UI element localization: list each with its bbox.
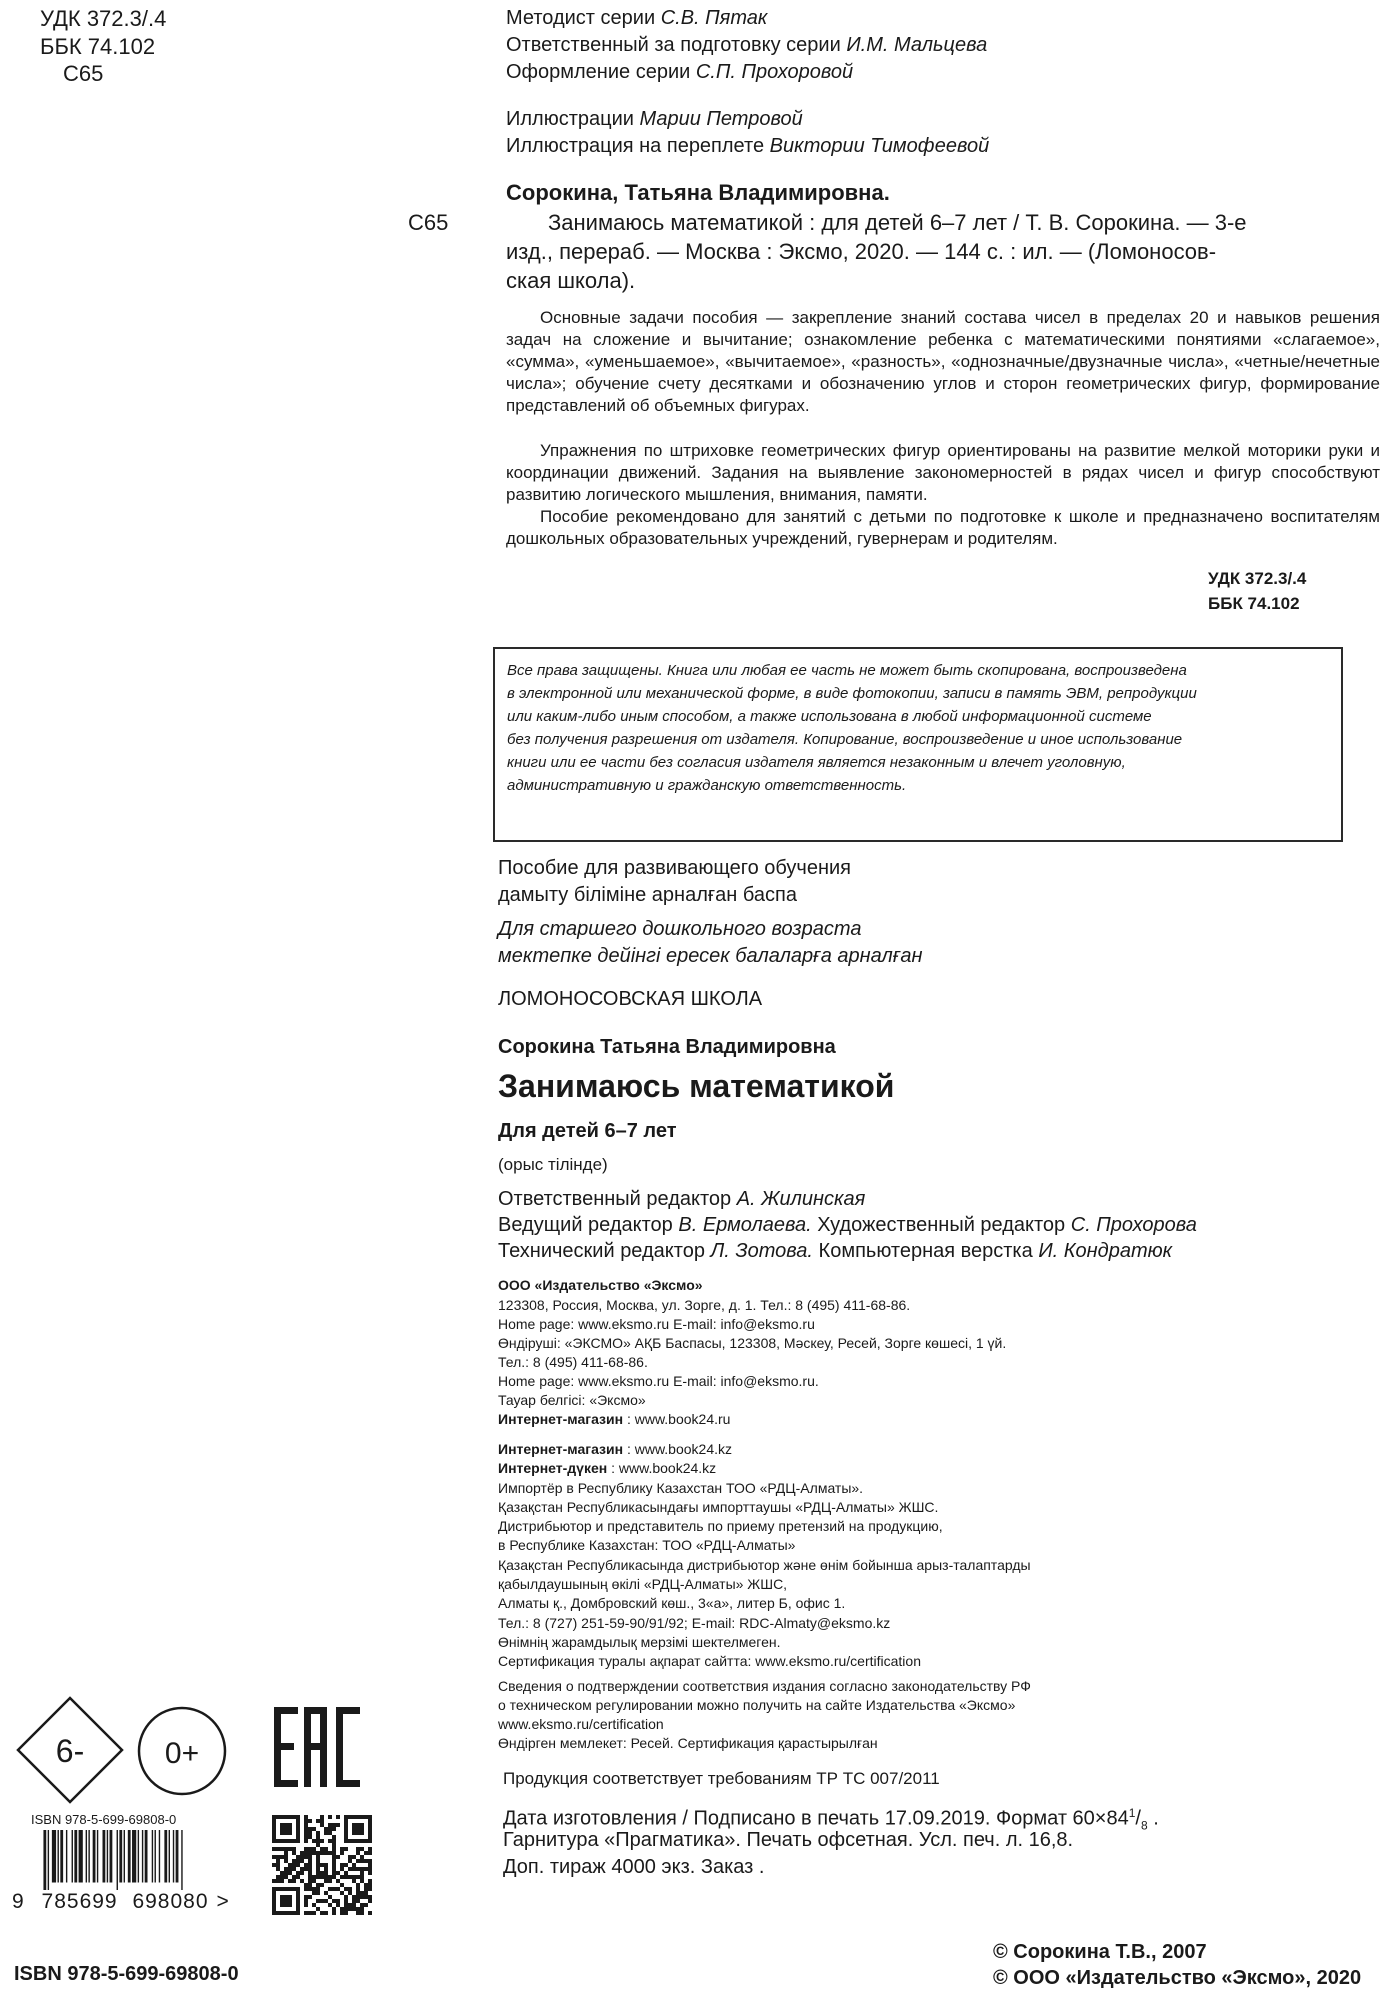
shop-label: Интернет-магазин bbox=[498, 1411, 624, 1427]
editor-art-name: С. Прохорова bbox=[1070, 1214, 1197, 1236]
series-age-ru: Для старшего дошкольного возраста bbox=[498, 918, 862, 940]
credit-methodist-name: С.В. Пятак bbox=[660, 7, 768, 29]
udk-top: УДК 372.3/.4 bbox=[40, 6, 167, 31]
barcode-icon bbox=[35, 1830, 245, 1890]
credit-cover-name: Виктории Тимофеевой bbox=[769, 135, 990, 157]
credit-methodist bbox=[506, 6, 767, 30]
editor-responsible bbox=[498, 1187, 865, 1211]
series-name: ЛОМОНОСОВСКАЯ ШКОЛА bbox=[498, 988, 763, 1010]
credit-cover bbox=[506, 134, 989, 158]
publisher-line: 123308, Россия, Москва, ул. Зорге, д. 1. Тел.: 8 (495) 411-68-86. bbox=[498, 1297, 911, 1313]
print-date-format: Дата изготовления / Подписано в печать 17.09.2019. Формат $60\times 84^1/_8$ . bbox=[503, 1806, 1159, 1833]
book-author: Сорокина Татьяна Владимировна bbox=[498, 1036, 836, 1058]
isbn-top: ISBN 978-5-699-69808-0 bbox=[31, 1812, 177, 1827]
series-type-ru: Пособие для развивающего обучения bbox=[498, 857, 852, 879]
conformity: Продукция соответствует требованиям ТР ТС 007/2011 bbox=[503, 1769, 940, 1788]
rights-line-5: книги или ее части без согласия издателя является незаконным и влечет уголовную, bbox=[507, 754, 1126, 771]
certification-block bbox=[498, 1677, 1031, 1753]
editor-lead-art bbox=[498, 1213, 1197, 1237]
abstract-paragraph-1: Основные задачи пособия — закрепление знаний состава чисел в пределах 20 и навыков решения задач на сложение и вычитание; ознакомление ребенка с математическими понятиями «слагаемое», «сумма», «уменьшаемое», «вычитаемое», «разность», «однозначные/двузначные числа», «четные/нечетные числа»; обучение счету десятками и обозначению углов и сторон геометрических фигур, формирование представлений об объемных фигурах. bbox=[506, 308, 1380, 415]
format-numerator: 1 bbox=[1128, 1806, 1136, 1820]
print-typeface: Гарнитура «Прагматика». Печать офсетная. Усл. печ. л. 16,8. bbox=[503, 1829, 1074, 1851]
certification-line: о техническом регулировании можно получить на сайте Издательства «Эксмо» bbox=[498, 1697, 1016, 1713]
age-circle-text: 0+ bbox=[164, 1737, 200, 1770]
duken-label: Интернет-дүкен bbox=[498, 1460, 608, 1477]
barcode-end-mark: > bbox=[216, 1890, 230, 1913]
editor-lead-label: Ведущий редактор bbox=[498, 1214, 673, 1236]
credit-responsible-label: Ответственный за подготовку серии bbox=[506, 34, 841, 56]
barcode-group-1: 785699 bbox=[41, 1890, 118, 1913]
credit-methodist-label: Методист серии bbox=[506, 7, 656, 29]
credit-cover-label: Иллюстрация на переплете bbox=[506, 135, 765, 157]
credit-illustrations bbox=[506, 107, 803, 131]
isbn-bottom: ISBN 978-5-699-69808-0 bbox=[14, 1963, 239, 1985]
book-title: Занимаюсь математикой bbox=[498, 1068, 895, 1104]
book-language: (орыс тілінде) bbox=[498, 1155, 608, 1174]
credit-design-label: Оформление серии bbox=[506, 61, 691, 83]
editor-layout-name: И. Кондратюк bbox=[1038, 1240, 1173, 1262]
copyright-publisher: © ООО «Издательство «Эксмо», 2020 bbox=[993, 1967, 1362, 1989]
credit-responsible-name: И.М. Мальцева bbox=[846, 34, 988, 56]
publisher-duken-kz bbox=[498, 1459, 1031, 1478]
editor-lead-name: В. Ермолаева. bbox=[678, 1214, 812, 1236]
credit-responsible bbox=[506, 33, 987, 57]
copyright-author: © Сорокина Т.В., 2007 bbox=[993, 1941, 1207, 1963]
bbk-top: ББК 74.102 bbox=[40, 34, 156, 59]
qr-code-icon bbox=[272, 1815, 372, 1915]
rights-line-4: без получения разрешения от издателя. Копирование, воспроизведение и иное использование bbox=[507, 731, 1183, 748]
publisher-name: ООО «Издательство «Эксмо» bbox=[498, 1277, 703, 1293]
duken-value: : www.book24.kz bbox=[607, 1460, 717, 1477]
shop-kz-value: : www.book24.kz bbox=[623, 1441, 732, 1457]
publisher-line: Тел.: 8 (495) 411-68-86. bbox=[498, 1354, 648, 1370]
abstract-bbk: ББК 74.102 bbox=[1208, 594, 1300, 613]
publisher-line: Тел.: 8 (727) 251-59-90/91/92; E-mail: RDC-Almaty@eksmo.kz bbox=[498, 1614, 891, 1631]
rights-line-3: или каким-либо иным способом, а также использована в любой информационной системе bbox=[507, 708, 1152, 725]
editor-responsible-name: А. Жилинская bbox=[736, 1188, 866, 1210]
publisher-line: Дистрибьютор и представитель по приему претензий на продукцию, bbox=[498, 1518, 943, 1535]
publisher-line: Сертификация туралы ақпарат сайтта: www.eksmo.ru/certification bbox=[498, 1653, 921, 1670]
age-circle-badge bbox=[136, 1705, 228, 1797]
catalog-line3: ская школа). bbox=[506, 268, 636, 293]
abstract-paragraph-2: Упражнения по штриховке геометрических фигур ориентированы на развитие мелкой моторики руки и координации движений. Задания на выявление закономерностей в рядах чисел и фигур способствуют развитию логического мышления, внимания, памяти. bbox=[506, 441, 1380, 504]
catalog-code: С65 bbox=[408, 210, 449, 235]
publisher-line: Қазақстан Республикасында дистрибьютор және өнім бойынша арыз-талаптарды bbox=[498, 1556, 1031, 1573]
age-diamond-badge bbox=[15, 1695, 125, 1805]
publisher-block-1 bbox=[498, 1296, 1006, 1429]
editor-art-label: Художественный редактор bbox=[817, 1214, 1066, 1236]
publisher-block-kz bbox=[498, 1440, 1031, 1672]
barcode-digits bbox=[12, 1890, 230, 1914]
publisher-line: Home page: www.eksmo.ru E-mail: info@eksmo.ru bbox=[498, 1316, 815, 1332]
format-denominator: 8 bbox=[1140, 1818, 1148, 1833]
print-line-1-end: . bbox=[1147, 1807, 1159, 1830]
eac-text: EAC bbox=[272, 1705, 275, 1706]
rights-line-2: в электронной или механической форме, в виде фотокопии, записи в память ЭВМ, репродукции bbox=[507, 685, 1197, 702]
certification-line: www.eksmo.ru/certification bbox=[498, 1716, 664, 1732]
credit-design-name: С.П. Прохоровой bbox=[695, 61, 854, 83]
publisher-shop-ru bbox=[498, 1410, 1006, 1429]
editor-layout-label: Компьютерная верстка bbox=[818, 1240, 1033, 1262]
certification-line: Өндірген мемлекет: Ресей. Сертификация қарастырылған bbox=[498, 1735, 878, 1751]
publisher-line: Home page: www.eksmo.ru E-mail: info@eksmo.ru. bbox=[498, 1373, 819, 1389]
credit-illustrations-label: Иллюстрации bbox=[506, 108, 634, 130]
eac-mark-icon bbox=[272, 1705, 362, 1789]
editor-tech-label: Технический редактор bbox=[498, 1240, 705, 1262]
print-run: Доп. тираж 4000 экз. Заказ . bbox=[503, 1856, 765, 1878]
rights-line-6: административную и гражданскую ответственность. bbox=[507, 777, 907, 794]
publisher-line: Өндіруші: «ЭКСМО» АҚБ Баспасы, 123308, Мәскеу, Ресей, Зорге көшесі, 1 үй. bbox=[498, 1335, 1007, 1351]
rights-line-1: Все права защищены. Книга или любая ее часть не может быть скопирована, воспроизведена bbox=[507, 662, 1187, 679]
catalog-author: Сорокина, Татьяна Владимировна. bbox=[506, 180, 890, 205]
print-line-1: Дата изготовления / Подписано в печать 17.09.2019. Формат 60×84 bbox=[503, 1807, 1129, 1830]
series-type-kz: дамыту біліміне арналған баспа bbox=[498, 884, 797, 906]
abstract-udk: УДК 372.3/.4 bbox=[1208, 569, 1307, 588]
publisher-line: Алматы қ., Домбровский көш., 3«а», литер Б, офис 1. bbox=[498, 1595, 846, 1612]
catalog-line1: Занимаюсь математикой : для детей 6–7 лет / Т. В. Сорокина. — 3-е bbox=[548, 210, 1247, 235]
book-subtitle: Для детей 6–7 лет bbox=[498, 1120, 677, 1142]
editor-tech-name: Л. Зотова. bbox=[710, 1240, 813, 1262]
abstract-paragraph-3: Пособие рекомендовано для занятий с детьми по подготовке к школе и предназначено воспитателям дошкольных образовательных учреждений, гувернерам и родителям. bbox=[506, 507, 1380, 548]
publisher-line: Тауар белгісі: «Эксмо» bbox=[498, 1392, 646, 1408]
publisher-line: в Республике Казахстан: ТОО «РДЦ-Алматы» bbox=[498, 1537, 796, 1554]
catalog-line2: изд., перераб. — Москва : Эксмо, 2020. — 144 с. : ил. — (Ломоносов- bbox=[506, 239, 1217, 264]
publisher-line: Импортёр в Республику Казахстан ТОО «РДЦ-Алматы». bbox=[498, 1479, 864, 1496]
shop-kz-label: Интернет-магазин bbox=[498, 1441, 624, 1457]
barcode-digit-first: 9 bbox=[12, 1890, 25, 1913]
editor-tech-layout bbox=[498, 1239, 1172, 1263]
credit-design bbox=[506, 60, 853, 84]
rights-box bbox=[493, 647, 1343, 842]
editor-responsible-label: Ответственный редактор bbox=[498, 1188, 732, 1210]
publisher-line: Өнімнің жарамдылық мерзімі шектелмеген. bbox=[498, 1633, 781, 1650]
barcode-group-2: 698080 bbox=[132, 1890, 209, 1913]
publisher-line: Қазақстан Республикасындағы импорттаушы «РДЦ-Алматы» ЖШС. bbox=[498, 1498, 939, 1515]
age-diamond-text: 6- bbox=[55, 1733, 85, 1769]
publisher-line: қабылдаушының өкілі «РДЦ-Алматы» ЖШС, bbox=[498, 1576, 788, 1593]
publisher-shop-kz bbox=[498, 1440, 1031, 1459]
series-age-kz: мектепке дейінгі ересек балаларға арналған bbox=[498, 945, 923, 967]
shop-value: : www.book24.ru bbox=[623, 1411, 731, 1427]
author-code-top: С65 bbox=[63, 61, 104, 86]
credit-illustrations-name: Марии Петровой bbox=[639, 108, 803, 130]
certification-line: Сведения о подтверждении соответствия издания согласно законодательству РФ bbox=[498, 1678, 1031, 1694]
